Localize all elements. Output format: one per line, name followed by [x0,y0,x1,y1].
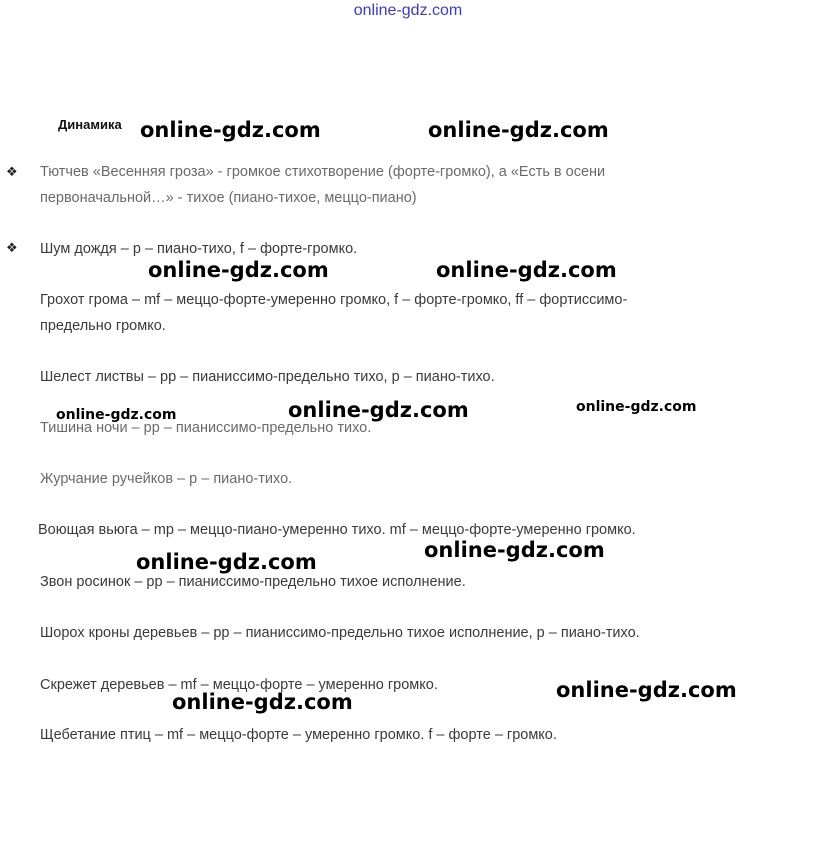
header-site-link[interactable]: online-gdz.com [353,2,463,19]
paragraph-line: Шелест листвы – pp – пианиссимо-предельно тихо, p – пиано-тихо. [40,369,495,385]
paragraph-line: предельно громко. [40,318,166,334]
paragraph-line: Шум дождя – p – пиано-тихо, f – форте-громко. [40,241,358,257]
paragraph-line: Воющая вьюга – mp – меццо-пиано-умеренно тихо. mf – меццо-форте-умеренно громко. [38,522,636,538]
bullet-icon: ❖ [6,164,18,179]
watermark-text: online-gdz.com [428,118,609,142]
watermark-text: online-gdz.com [436,258,617,282]
watermark-text: online-gdz.com [136,550,317,574]
paragraph-line: Звон росинок – pp – пианиссимо-предельно тихое исполнение. [40,574,466,590]
bullet-icon: ❖ [6,240,18,255]
watermark-text: online-gdz.com [140,118,321,142]
watermark-text: online-gdz.com [288,398,469,422]
paragraph-line: Журчание ручейков – p – пиано-тихо. [40,471,293,487]
watermark-text: online-gdz.com [148,258,329,282]
watermark-text: online-gdz.com [424,538,605,562]
paragraph-line: Шорох кроны деревьев – pp – пианиссимо-предельно тихое исполнение, p – пиано-тихо. [40,625,640,641]
watermark-text: online-gdz.com [576,399,697,415]
paragraph-line: Грохот грома – mf – меццо-форте-умеренно громко, f – форте-громко, ff – фортиссимо- [40,292,628,308]
paragraph-line: Тютчев «Весенняя гроза» - громкое стихотворение (форте-громко), а «Есть в осени [40,164,606,180]
section-title: Динамика [58,117,122,132]
paragraph-line: первоначальной…» - тихое (пиано-тихое, меццо-пиано) [40,190,417,206]
paragraph-line: Тишина ночи – pp – пианиссимо-предельно тихо. [40,420,372,436]
paragraph-line: Щебетание птиц – mf – меццо-форте – умеренно громко. f – форте – громко. [40,727,557,743]
watermark-text: online-gdz.com [56,407,177,423]
watermark-text: online-gdz.com [172,690,353,714]
watermark-text: online-gdz.com [556,678,737,702]
paragraph-line: Скрежет деревьев – mf – меццо-форте – умеренно громко. [40,677,438,693]
